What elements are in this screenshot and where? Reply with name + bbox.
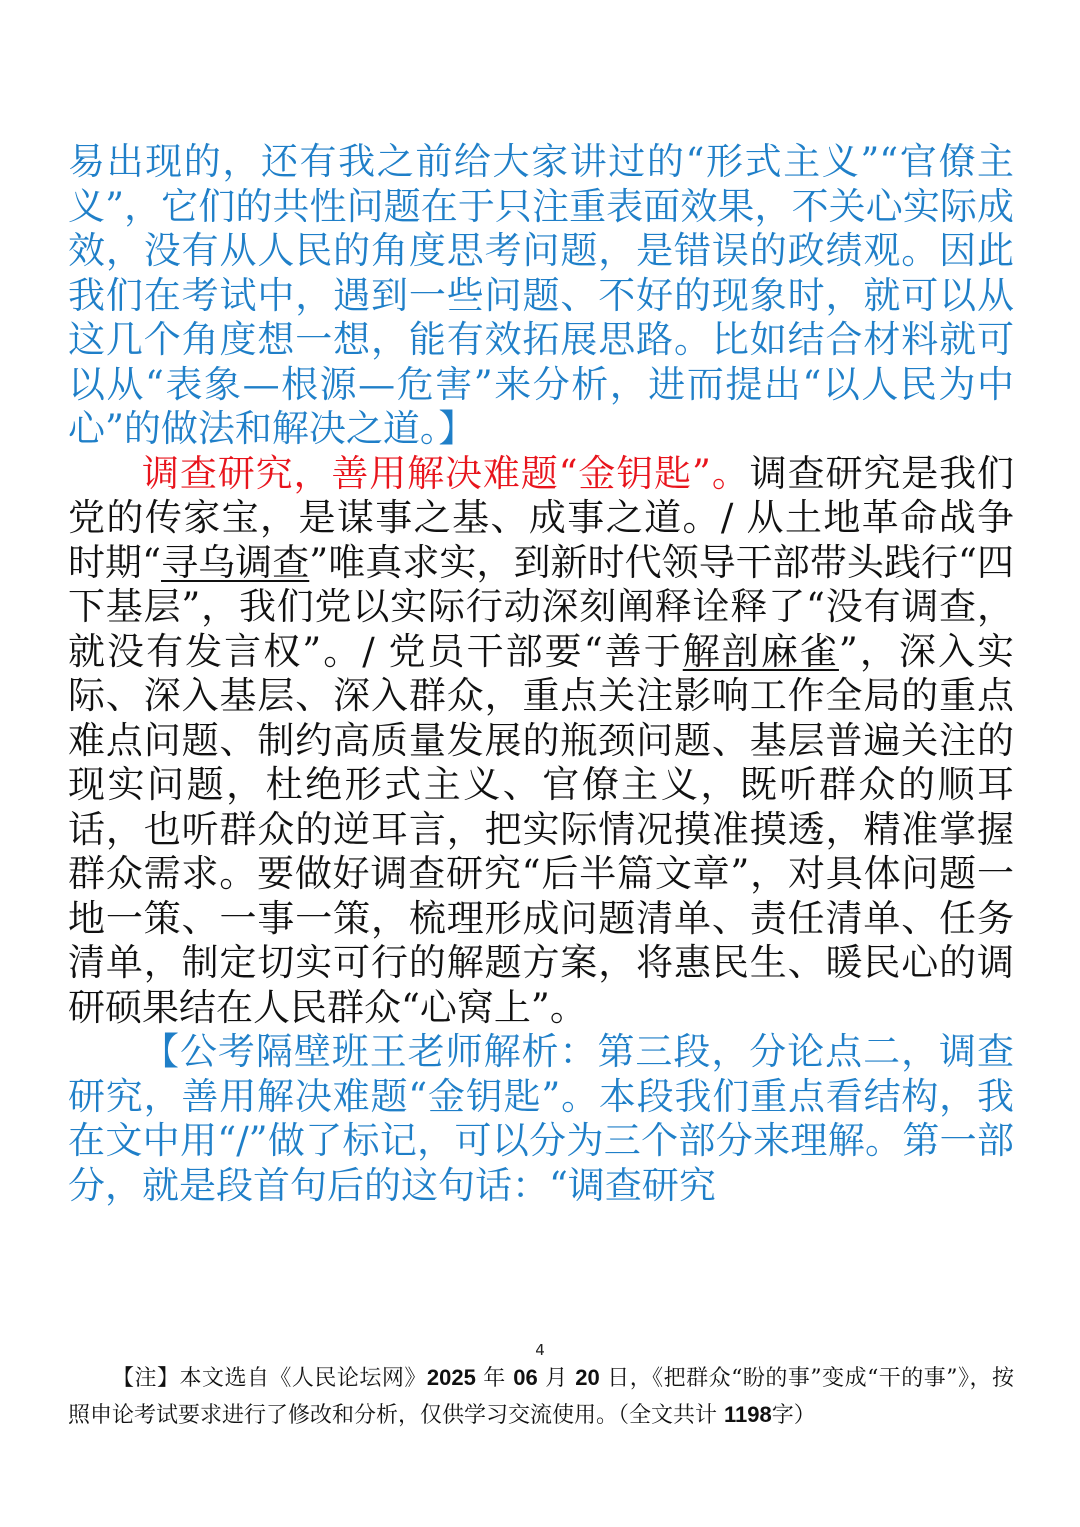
paragraph-text-part-3: ”，深入实际、深入基层、深入群众，重点关注影响工作全局的重点难点问题、制约高质量发展的瓶颈问题、基层普遍关注的现实问题，杜绝形式主义、官僚主义，既听群众的顺耳话，也听群众的逆耳言，把实际情况摸准摸透，精准掌握群众需求。要做好调查研究“后半篇文章”，对具体问题一地一策、一事一策，梳理形成问题清单、责任清单、任务清单，制定切实可行的解题方案，将惠民生、暖民心的调研硕果结在人民群众“心窝上”。 [68,629,1014,1029]
underlined-term-dissect-sparrow: 解剖麻雀 [682,629,839,673]
subpoint-heading: 调查研究，善用解决难题“金钥匙”。 [142,451,750,495]
paragraph-text-part-1: 调查研究是我们党的传家宝，是谋事之基、成事之道。/ 从土地革命战争时期“ [68,451,1014,584]
article-body [68,140,1014,1208]
source-footnote [68,1360,1014,1434]
footnote-part-b: 年 [475,1366,514,1391]
teacher-analysis-paragraph: 【公考隔壁班王老师解析：第三段，分论点二，调查研究，善用解决难题“金钥匙”。本段我们重点看结构，我在文中用“/”做了标记，可以分为三个部分来理解。第一部分，就是段首句后的这句话：“调查研究 [68,1030,1014,1207]
paragraph-text-part-2: ”唯真求实，到新时代领导干部带头践行“四下基层”，我们党以实际行动深刻阐释诠释了“没有调查，就没有发言权”。/ 党员干部要“善于 [68,540,1014,673]
footnote-year: 2025 [426,1365,476,1390]
footnote-month: 06 [513,1365,538,1390]
footnote-part-c: 月 [537,1366,576,1391]
footnote-part-e: 字） [771,1403,816,1428]
subpoint-two-paragraph [68,452,1014,1031]
footnote-text [68,1360,1014,1434]
page-number: 4 [535,1341,545,1359]
footnote-day: 20 [575,1365,600,1390]
underlined-term-xunwu-survey: 寻乌调查 [161,540,310,584]
footnote-word-count: 1198 [724,1402,772,1427]
footnote-part-d: 日，《把群众“盼的事”变成“干的事”》，按照申论考试要求进行了修改和分析，仅供学习交流使用。（全文共计 [68,1366,1014,1428]
footnote-part-a: 【注】本文选自《人民论坛网》 [112,1366,427,1391]
analysis-continued-paragraph: 易出现的，还有我之前给大家讲过的“形式主义”“官僚主义”，它们的共性问题在于只注重表面效果，不关心实际成效，没有从人民的角度思考问题，是错误的政绩观。因此我们在考试中，遇到一些问题、不好的现象时，就可以从这几个角度想一想，能有效拓展思路。比如结合材料就可以从“表象—根源—危害”来分析，进而提出“以人民为中心”的做法和解决之道。】 [68,140,1014,450]
